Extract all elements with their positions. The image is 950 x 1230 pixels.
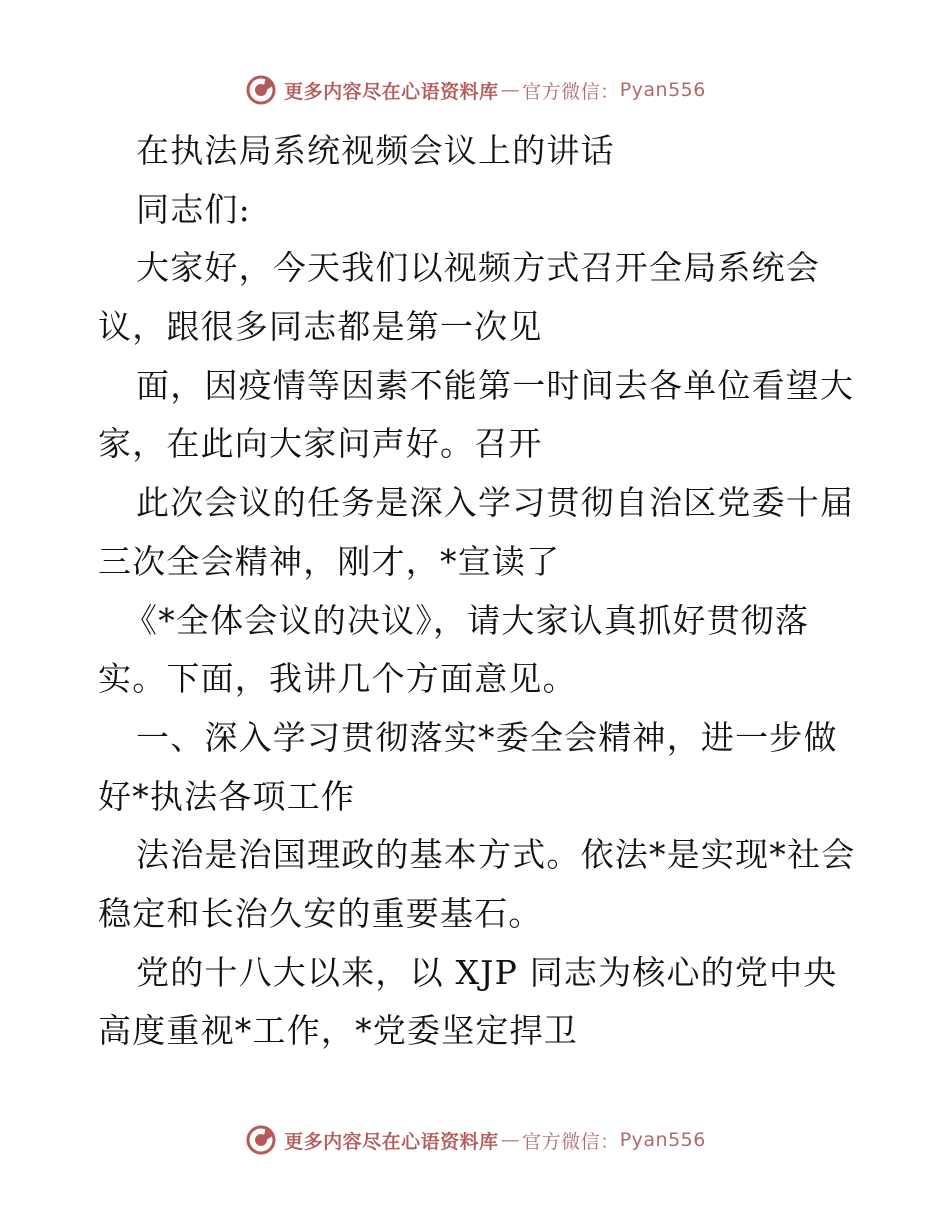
watermark-header <box>0 70 950 110</box>
paragraph-line: 面，因疫情等因素不能第一时间去各单位看望大 <box>136 365 855 405</box>
watermark-id: Pyan556 <box>619 1129 706 1151</box>
paragraph-line: 此次会议的任务是深入学习贯彻自治区党委十届 <box>136 483 855 523</box>
paragraph-line: 实。下面，我讲几个方面意见。 <box>98 659 577 699</box>
paragraph-line: 大家好，今天我们以视频方式召开全局系统会 <box>136 248 820 288</box>
watermark-label: 官方微信： <box>522 80 620 103</box>
salutation: 同志们: <box>136 189 251 229</box>
paragraph-line: 《*全体会议的决议》，请大家认真抓好贯彻落 <box>124 600 810 640</box>
document-body <box>98 122 858 1061</box>
section-heading: 一、深入学习贯彻落实*委全会精神，进一步做 <box>136 717 838 757</box>
logo-icon <box>244 73 278 107</box>
watermark-footer <box>0 1120 950 1160</box>
paragraph-line: 三次全会精神，刚才，*宣读了 <box>98 541 561 581</box>
paragraph-line: 高度重视*工作，*党委坚定捍卫 <box>98 1011 578 1051</box>
watermark-dash: — <box>500 1129 521 1151</box>
logo-icon <box>244 1123 278 1157</box>
paragraph-line: 党的十八大以来，以 XJP 同志为核心的党中央 <box>136 952 838 992</box>
paragraph-line: 家，在此向大家问声好。召开 <box>98 424 543 464</box>
section-heading-cont: 好*执法各项工作 <box>98 776 356 816</box>
paragraph-line: 稳定和长治久安的重要基石。 <box>98 893 543 933</box>
watermark-dash: — <box>500 79 521 101</box>
watermark-main-text: 更多内容尽在心语资料库 <box>284 1130 499 1153</box>
paragraph-line: 法治是治国理政的基本方式。依法*是实现*社会 <box>136 835 856 875</box>
paragraph-line: 议，跟很多同志都是第一次见 <box>98 307 543 347</box>
watermark-main-text: 更多内容尽在心语资料库 <box>284 80 499 103</box>
watermark-label: 官方微信： <box>522 1130 620 1153</box>
document-title: 在执法局系统视频会议上的讲话 <box>136 131 615 170</box>
watermark-id: Pyan556 <box>619 79 706 101</box>
